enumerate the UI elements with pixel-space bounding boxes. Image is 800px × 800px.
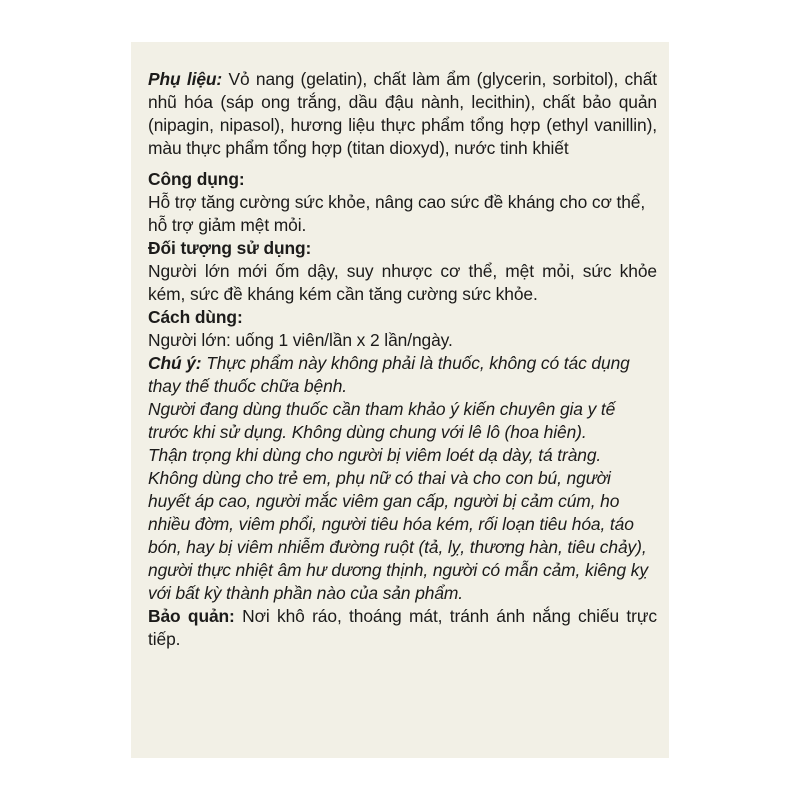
note-paragraph: Không dùng cho trẻ em, phụ nữ có thai và cho con bú, người huyết áp cao, người mắc viêm gan cấp, người bị cảm cúm, ho nhiều đờm, viêm phổi, người tiêu hóa kém, rối loạn tiêu hóa, táo bón, hay bị viêm nhiễm đường ruột (tả, lỵ, thương hàn, tiêu chảy), người thực nhiệt âm hư dương thịnh, người có mẫn cảm, kiêng kỵ với bất kỳ thành phần nào của sản phẩm. <box>148 468 648 603</box>
target-text: Người lớn mới ốm dậy, suy nhược cơ thể, mệt mỏi, sức khỏe kém, sức đề kháng kém cần tăng cường sức khỏe. <box>148 261 657 304</box>
product-label-card <box>131 42 669 758</box>
usage-label: Cách dùng: <box>148 307 243 327</box>
note-label: Chú ý: <box>148 353 202 373</box>
storage-text: Nơi khô ráo, thoáng mát, tránh ánh nắng chiếu trực tiếp. <box>148 606 657 649</box>
ingredients-label: Phụ liệu: <box>148 69 223 89</box>
uses-text: Hỗ trợ tăng cường sức khỏe, nâng cao sức đề kháng cho cơ thể, hỗ trợ giảm mệt mỏi. <box>148 192 646 235</box>
uses-section <box>148 168 657 237</box>
storage-section <box>148 605 657 651</box>
note-text: Thực phẩm này không phải là thuốc, không có tác dụng thay thế thuốc chữa bệnh. <box>148 353 630 396</box>
note-section <box>148 352 657 605</box>
storage-label: Bảo quản: <box>148 606 235 626</box>
usage-text: Người lớn: uống 1 viên/lần x 2 lần/ngày. <box>148 330 453 350</box>
uses-label: Công dụng: <box>148 169 245 189</box>
note-paragraph: Người đang dùng thuốc cần tham khảo ý kiến chuyên gia y tế trước khi sử dụng. Không dùng chung với lê lô (hoa hiên). <box>148 399 616 442</box>
target-section <box>148 237 657 306</box>
note-paragraph: Thận trọng khi dùng cho người bị viêm loét dạ dày, tá tràng. <box>148 445 602 465</box>
ingredients-section <box>148 68 657 160</box>
usage-section <box>148 306 657 352</box>
ingredients-text: Vỏ nang (gelatin), chất làm ẩm (glycerin, sorbitol), chất nhũ hóa (sáp ong trắng, dầu đậu nành, lecithin), chất bảo quản (nipagin, nipasol), hương liệu thực phẩm tổng hợp (ethyl vanillin), màu thực phẩm tổng hợp (titan dioxyd), nước tinh khiết <box>148 69 658 158</box>
note-intro <box>148 352 657 398</box>
target-label: Đối tượng sử dụng: <box>148 238 312 258</box>
